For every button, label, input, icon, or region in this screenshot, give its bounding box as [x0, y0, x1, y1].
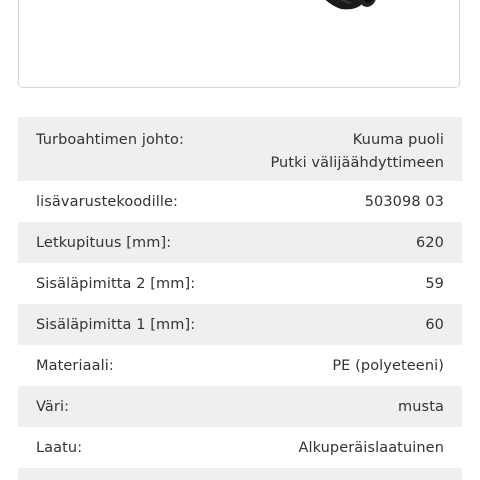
spec-value: 620 [416, 235, 444, 251]
spec-row-turbo-line [18, 117, 462, 181]
spec-row-inner-diameter-1 [18, 304, 462, 345]
spec-value: musta [398, 399, 444, 415]
spec-value-line: Putki välijäähdyttimeen [270, 155, 444, 171]
spec-value: PE (polyeteeni) [332, 358, 444, 374]
spec-row-accessory-code [18, 181, 462, 222]
spec-label: Sisäläpimitta 2 [mm]: [36, 276, 196, 292]
spec-value: Alkuperäislaatuinen [298, 440, 444, 456]
black-rubber-hose-icon [301, 0, 391, 41]
product-image-card [18, 0, 460, 88]
spec-label: lisävarustekoodille: [36, 194, 178, 210]
spec-label: Letkupituus [mm]: [36, 235, 172, 251]
spec-label: Turboahtimen johto: [36, 132, 184, 148]
spec-row-quality [18, 427, 462, 468]
spec-row-inner-diameter-2 [18, 263, 462, 304]
spec-label: Laatu: [36, 440, 83, 456]
spec-value: 503098 03 [364, 194, 444, 210]
spec-label: Väri: [36, 399, 70, 415]
spec-label: Materiaali: [36, 358, 114, 374]
spec-row-color [18, 386, 462, 427]
spec-value-line: Kuuma puoli [352, 132, 444, 148]
spec-value [270, 129, 444, 175]
spec-row-next [18, 468, 462, 480]
spec-table [18, 117, 462, 480]
spec-row-hose-length [18, 222, 462, 263]
spec-value: 60 [425, 317, 444, 333]
spec-value: 59 [425, 276, 444, 292]
spec-row-material [18, 345, 462, 386]
spec-label: Sisäläpimitta 1 [mm]: [36, 317, 196, 333]
